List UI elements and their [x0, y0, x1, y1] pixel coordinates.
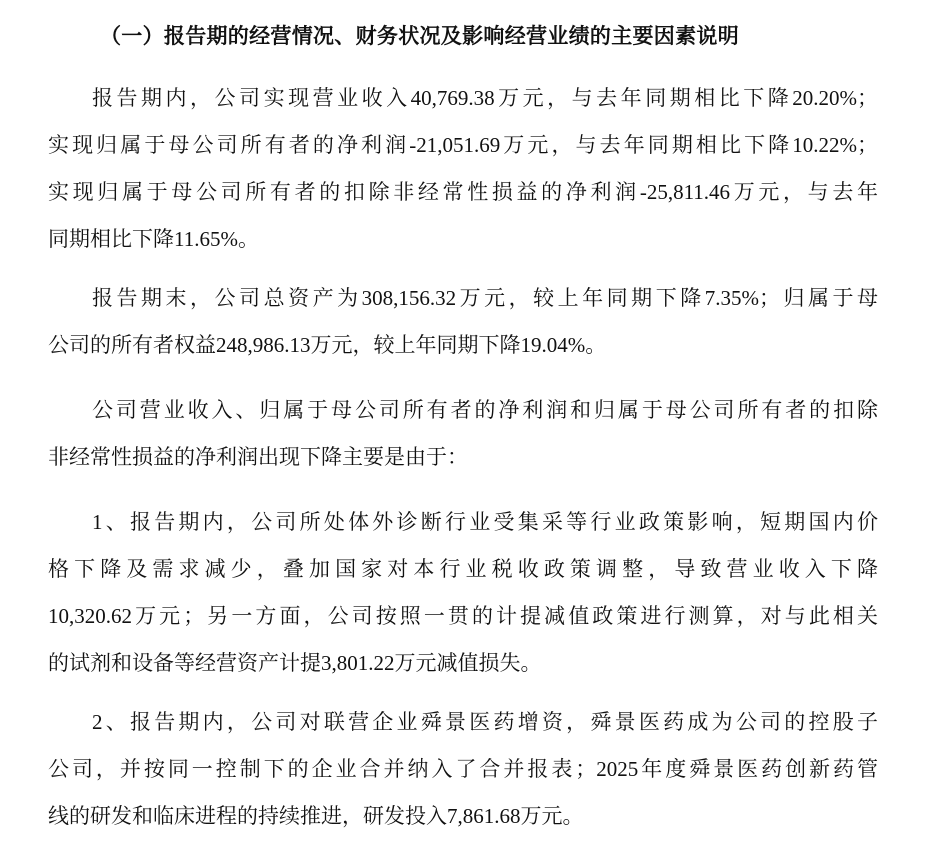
- section-heading: （一）报告期的经营情况、财务状况及影响经营业绩的主要因素说明: [100, 24, 739, 48]
- text-line: 10,320.62万元；另一方面，公司按照一贯的计提减值政策进行测算，对与此相关: [48, 604, 878, 628]
- text-line: 的试剂和设备等经营资产计提3,801.22万元减值损失。: [48, 651, 542, 675]
- text-line: 公司营业收入、归属于母公司所有者的净利润和归属于母公司所有者的扣除: [92, 398, 878, 422]
- text-line: 同期相比下降11.65%。: [48, 227, 259, 251]
- text-line: 报告期内，公司实现营业收入40,769.38万元，与去年同期相比下降20.20%；: [92, 86, 878, 110]
- text-line: 实现归属于母公司所有者的净利润-21,051.69万元，与去年同期相比下降10.22%；: [48, 133, 878, 157]
- text-line: 公司，并按同一控制下的企业合并纳入了合并报表；2025年度舜景医药创新药管: [48, 757, 878, 781]
- text-line: 线的研发和临床进程的持续推进，研发投入7,861.68万元。: [48, 804, 584, 828]
- paragraph-reason-2: [48, 699, 878, 840]
- text-line: 报告期末，公司总资产为308,156.32万元，较上年同期下降7.35%；归属于母: [92, 286, 878, 310]
- paragraph-reason-1: [48, 499, 878, 687]
- text-line: 非经常性损益的净利润出现下降主要是由于：: [48, 445, 468, 469]
- text-line: 实现归属于母公司所有者的扣除非经常性损益的净利润-25,811.46万元，与去年: [48, 180, 878, 204]
- text-line: 2、报告期内，公司对联营企业舜景医药增资，舜景医药成为公司的控股子: [92, 710, 878, 734]
- paragraph-decline-reasons-intro: [48, 387, 878, 481]
- text-line: 格下降及需求减少，叠加国家对本行业税收政策调整，导致营业收入下降: [48, 557, 878, 581]
- text-line: 公司的所有者权益248,986.13万元，较上年同期下降19.04%。: [48, 333, 607, 357]
- paragraph-revenue-profit: [48, 75, 878, 263]
- text-line: 1、报告期内，公司所处体外诊断行业受集采等行业政策影响，短期国内价: [92, 510, 878, 534]
- paragraph-assets-equity: [48, 275, 878, 369]
